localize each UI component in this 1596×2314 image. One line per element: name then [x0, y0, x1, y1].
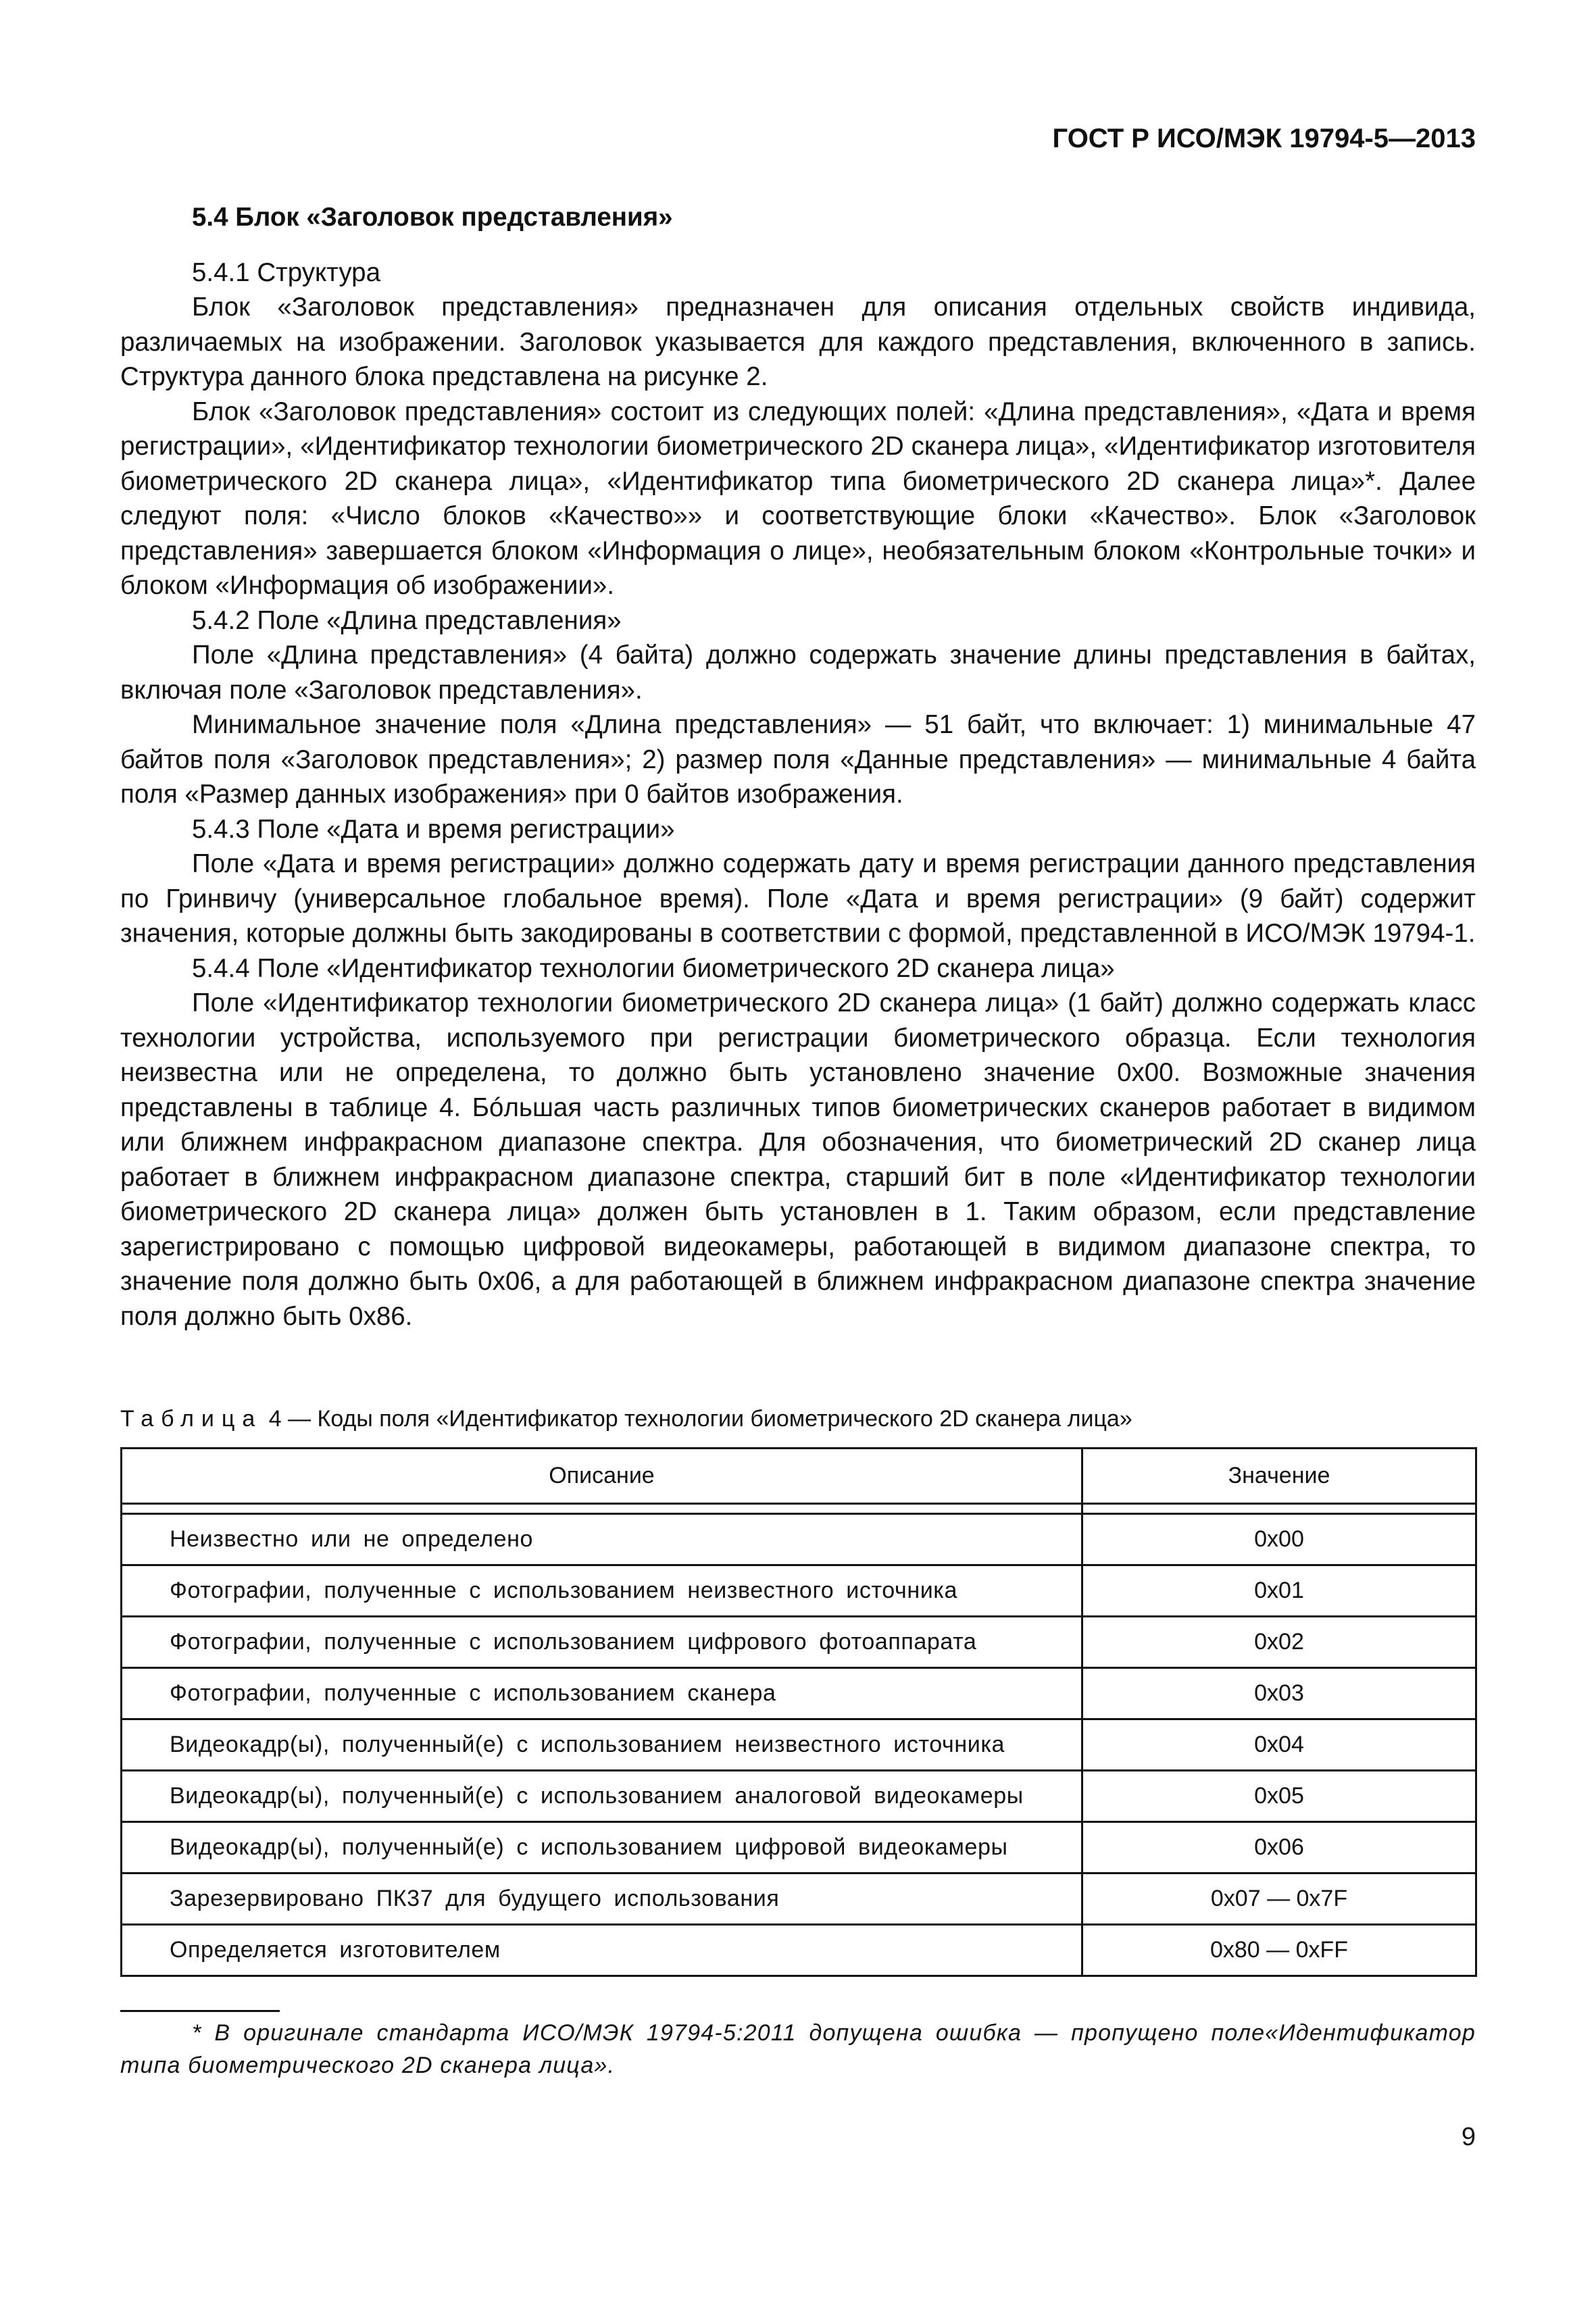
table-row	[122, 1617, 1476, 1668]
row-description: Определяется изготовителем	[122, 1925, 1082, 1976]
column-header-description: Описание	[122, 1449, 1082, 1504]
row-value: 0x03	[1082, 1668, 1476, 1719]
subsection-title-5-4-1: 5.4.1 Структура	[192, 257, 380, 287]
row-description: Видеокадр(ы), полученный(е) с использованием цифровой видеокамеры	[122, 1822, 1082, 1873]
table-caption	[120, 1404, 1132, 1434]
row-value: 0x00	[1082, 1514, 1476, 1565]
page-number: 9	[1461, 2123, 1476, 2151]
subsection-title-5-4-3: 5.4.3 Поле «Дата и время регистрации»	[192, 814, 675, 844]
main-text	[120, 200, 1476, 1334]
row-value: 0x05	[1082, 1771, 1476, 1822]
paragraph: Поле «Длина представления» (4 байта) должно содержать значение длины представления в байтах, включая поле «Заголовок представления».	[120, 640, 1476, 705]
row-description: Видеокадр(ы), полученный(е) с использованием неизвестного источника	[122, 1719, 1082, 1771]
row-description: Зарезервировано ПК37 для будущего использования	[122, 1873, 1082, 1925]
paragraph: Минимальное значение поля «Длина представления» — 51 байт, что включает: 1) минимальные 47 байтов поля «Заголовок представления»; 2) размер поля «Данные представления» — минимальные 4 байта поля «Размер данных изображения» при 0 байтов изображения.	[120, 710, 1476, 809]
paragraph: Поле «Идентификатор технологии биометрического 2D сканера лица» (1 байт) должно содержать класс технологии устройства, используемого при регистрации биометрического образца. Если технология неизвестна или не определена, то должно быть установлено значение 0x00. Возможные значения представлены в таблице 4. Бóльшая часть различных типов биометрических сканеров работает в видимом или ближнем инфракрасном диапазоне спектра. Для обозначения, что биометрический 2D сканер лица работает в ближнем инфракрасном диапазоне спектра, старший бит в поле «Идентификатор технологии биометрического 2D сканера лица» должен быть установлен в 1. Таким образом, если представление зарегистрировано с помощью цифровой видеокамеры, работающей в видимом диапазоне спектра, то значение поля должно быть 0x06, а для работающей в ближнем инфракрасном диапазоне спектра значение поля должно быть 0x86.	[120, 988, 1476, 1331]
row-value: 0x02	[1082, 1617, 1476, 1668]
row-value: 0x04	[1082, 1719, 1476, 1771]
row-value: 0x80 — 0xFF	[1082, 1925, 1476, 1976]
row-description: Фотографии, полученные с использованием неизвестного источника	[122, 1565, 1082, 1617]
table-header-row	[122, 1449, 1476, 1504]
table-body	[122, 1504, 1476, 1976]
table-caption-label: Таблица	[120, 1406, 263, 1432]
section-title: 5.4 Блок «Заголовок представления»	[192, 203, 673, 232]
row-description: Видеокадр(ы), полученный(е) с использованием аналоговой видеокамеры	[122, 1771, 1082, 1822]
table-row	[122, 1514, 1476, 1565]
table-caption-text: 4 — Коды поля «Идентификатор технологии биометрического 2D сканера лица»	[262, 1406, 1132, 1432]
row-value: 0x07 — 0x7F	[1082, 1873, 1476, 1925]
table-row	[122, 1565, 1476, 1617]
table-spacer-row	[122, 1504, 1476, 1514]
paragraph: Поле «Дата и время регистрации» должно содержать дату и время регистрации данного представления по Гринвичу (универсальное глобальное время). Поле «Дата и время регистрации» (9 байт) содержит значения, которые должны быть закодированы в соответствии с формой, представленной в ИСО/МЭК 19794-1.	[120, 849, 1476, 948]
row-description: Фотографии, полученные с использованием сканера	[122, 1668, 1082, 1719]
footnote: * В оригинале стандарта ИСО/МЭК 19794-5:2011 допущена ошибка — пропущено поле«Идентификатор типа биометрического 2D сканера лица».	[120, 2020, 1476, 2078]
subsection-title-5-4-2: 5.4.2 Поле «Длина представления»	[192, 605, 622, 635]
table-row	[122, 1925, 1476, 1976]
column-header-value: Значение	[1082, 1449, 1476, 1504]
codes-table	[120, 1447, 1477, 1977]
standard-code-header: ГОСТ Р ИСО/МЭК 19794-5—2013	[1052, 124, 1476, 153]
footnote-divider	[120, 2010, 280, 2012]
table-row	[122, 1771, 1476, 1822]
table-row	[122, 1822, 1476, 1873]
table-row	[122, 1719, 1476, 1771]
row-value: 0x06	[1082, 1822, 1476, 1873]
subsection-title-5-4-4: 5.4.4 Поле «Идентификатор технологии биометрического 2D сканера лица»	[192, 953, 1115, 983]
row-value: 0x01	[1082, 1565, 1476, 1617]
table-row	[122, 1873, 1476, 1925]
row-description: Неизвестно или не определено	[122, 1514, 1082, 1565]
paragraph: Блок «Заголовок представления» предназначен для описания отдельных свойств индивида, различаемых на изображении. Заголовок указывается для каждого представления, включенного в запись. Структура данного блока представлена на рисунке 2.	[120, 293, 1476, 391]
paragraph: Блок «Заголовок представления» состоит из следующих полей: «Длина представления», «Дата и время регистрации», «Идентификатор технологии биометрического 2D сканера лица», «Идентификатор изготовителя биометрического 2D сканера лица», «Идентификатор типа биометрического 2D сканера лица»*. Далее следуют поля: «Число блоков «Качество»» и соответствующие блоки «Качество». Блок «Заголовок представления» завершается блоком «Информация о лице», необязательным блоком «Контрольные точки» и блоком «Информация об изображении».	[120, 397, 1476, 600]
table-row	[122, 1668, 1476, 1719]
row-description: Фотографии, полученные с использованием цифрового фотоаппарата	[122, 1617, 1082, 1668]
